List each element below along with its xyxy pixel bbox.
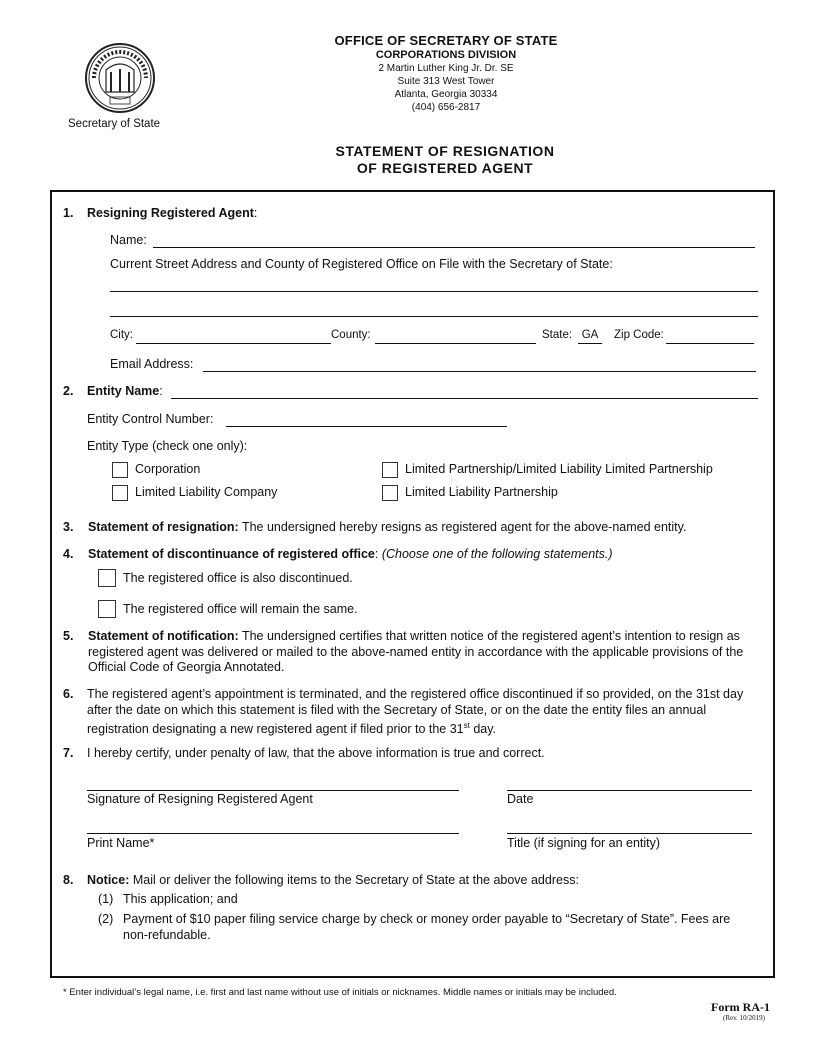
county-input[interactable] (375, 343, 536, 344)
section-number: 3. (63, 520, 74, 534)
revision-date: (Rev. 10/2019) (723, 1014, 765, 1022)
title-label: Title (if signing for an entity) (507, 836, 661, 850)
form-id: Form RA-1 (711, 1000, 770, 1014)
office-heading: OFFICE OF SECRETARY OF STATE (334, 33, 558, 48)
section-number: 2. (63, 384, 74, 398)
state-value[interactable]: GA (578, 329, 602, 344)
section-number: 5. (63, 629, 74, 643)
agent-name-label: Name: (110, 233, 147, 247)
georgia-state-seal-icon (84, 42, 156, 114)
city-input[interactable] (136, 343, 331, 344)
section-number: 7. (63, 746, 74, 760)
signature-label: Signature of Resigning Registered Agent (87, 792, 313, 806)
entity-name-input[interactable] (171, 398, 758, 399)
section-1-heading: Resigning Registered Agent: (87, 206, 258, 220)
notice-item-number: (1) (98, 892, 114, 906)
address-line: Atlanta, Georgia 30334 (394, 89, 498, 100)
email-label: Email Address: (110, 357, 194, 371)
notification-statement: Statement of notification: The undersigned certifies that written notice of the registered agent’s intention to resign as registered agent was delivered or mailed to the above-named entity in accordance with the applicable provisions of the Official Code of Georgia Annotated. (88, 629, 744, 674)
section-number: 8. (63, 873, 74, 887)
date-input[interactable] (507, 790, 752, 791)
title-input[interactable] (507, 833, 752, 834)
limited-partnership-option-label: Limited Partnership/Limited Liability Limited Partnership (405, 462, 713, 476)
county-label: County: (331, 329, 371, 341)
division-heading: CORPORATIONS DIVISION (375, 49, 517, 61)
signature-input[interactable] (87, 790, 459, 791)
office-discontinued-checkbox[interactable] (98, 569, 116, 587)
corporation-option-label: Corporation (135, 462, 201, 476)
entity-name-label: Entity Name: (87, 384, 163, 398)
address-input-line-1[interactable] (110, 291, 758, 292)
limited-partnership-checkbox[interactable] (382, 462, 398, 478)
date-label: Date (507, 792, 534, 806)
section-number: 1. (63, 206, 74, 220)
office-remains-checkbox[interactable] (98, 600, 116, 618)
notice-item-text: This application; and (123, 892, 238, 906)
zip-input[interactable] (666, 343, 754, 344)
office-remains-label: The registered office will remain the same. (123, 602, 358, 616)
print-name-input[interactable] (87, 833, 459, 834)
address-line: Suite 313 West Tower (397, 76, 495, 87)
notice-item-text: Payment of $10 paper filing service charge by check or money order payable to “Secretary of State”. Fees are non-refundable. (123, 912, 731, 942)
address-input-line-2[interactable] (110, 316, 758, 317)
office-discontinued-label: The registered office is also discontinued. (123, 571, 353, 585)
llc-option-label: Limited Liability Company (135, 485, 278, 499)
seal-caption: Secretary of State (68, 118, 161, 130)
corporation-checkbox[interactable] (112, 462, 128, 478)
email-input[interactable] (203, 371, 756, 372)
zip-label: Zip Code: (614, 329, 664, 341)
address-line: 2 Martin Luther King Jr. Dr. SE (378, 63, 514, 74)
footnote: * Enter individual’s legal name, i.e. first and last name without use of initials or nicknames. Middle names or initials may be included. (63, 987, 617, 998)
llc-checkbox[interactable] (112, 485, 128, 501)
section-number: 4. (63, 547, 74, 561)
form-title-line-1: STATEMENT OF RESIGNATION (335, 143, 555, 159)
section-number: 6. (63, 687, 74, 701)
address-label: Current Street Address and County of Registered Office on File with the Secretary of State: (110, 257, 613, 271)
certification-statement: I hereby certify, under penalty of law, that the above information is true and correct. (87, 746, 545, 760)
llp-option-label: Limited Liability Partnership (405, 485, 558, 499)
discontinuance-heading: Statement of discontinuance of registered office: (Choose one of the following statements.) (88, 547, 613, 561)
print-name-label: Print Name* (87, 836, 155, 850)
termination-statement: The registered agent’s appointment is terminated, and the registered office discontinued if so provided, on the 31st day after the date on which this statement is filed with the Secretary of State, or on the date the entity files an annual registration designating a new registered agent if filed prior to the 31st day. (87, 687, 744, 737)
state-label: State: (542, 329, 573, 341)
entity-control-number-label: Entity Control Number: (87, 412, 214, 426)
phone-line: (404) 656-2817 (411, 102, 481, 113)
city-label: City: (110, 329, 133, 341)
resignation-statement: Statement of resignation: The undersigned hereby resigns as registered agent for the above-named entity. (88, 520, 687, 534)
agent-name-input[interactable] (153, 247, 755, 248)
entity-control-number-input[interactable] (226, 426, 507, 427)
notice-item-number: (2) (98, 912, 114, 926)
llp-checkbox[interactable] (382, 485, 398, 501)
notice-statement: Notice: Mail or deliver the following items to the Secretary of State at the above address: (87, 873, 579, 887)
form-title-line-2: OF REGISTERED AGENT (356, 160, 534, 176)
entity-type-label: Entity Type (check one only): (87, 439, 248, 453)
